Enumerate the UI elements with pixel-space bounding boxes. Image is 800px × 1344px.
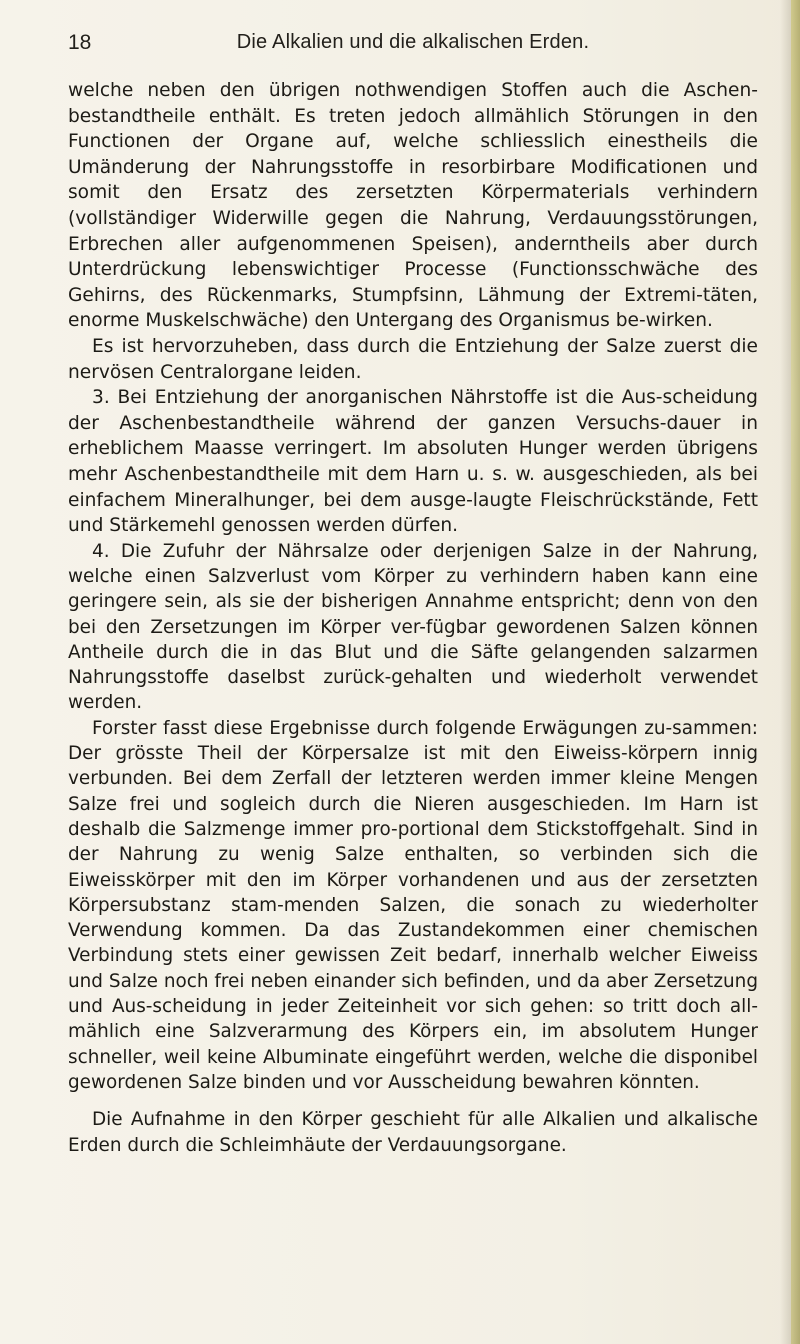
paragraph-nervous-system: Es ist hervorzuheben, dass durch die Entziehung der Salze zuerst die nervösen Centralorgane leiden.: [68, 335, 758, 383]
paragraph-forster: Forster fasst diese Ergebnisse durch folgende Erwägungen zu-sammen: Der grösste Theil der Körpersalze ist mit den Eiweiss-körpern innig verbunden. Bei dem Zerfall der letzteren werden immer kleine Mengen Salze frei und sogleich durch die Nieren ausgeschieden. Im Harn ist deshalb die Salzmenge immer pro-portional dem Stickstoffgehalt. Sind in der Nahrung zu wenig Salze enthalten, so verbinden sich die Eiweisskörper mit den im Körper vorhandenen und aus der zersetzten Körpersubstanz stam-menden Salzen, die sonach zu wiederholter Verwendung kommen. Da das Zustandekommen einer chemischen Verbindung stets einer gewissen Zeit bedarf, innerhalb welcher Eiweiss und Salze noch frei neben einander sich befinden, und da aber Zersetzung und Aus-scheidung in jeder Zeiteinheit vor sich gehen: so tritt doch all-mählich eine Salzverarmung des Körpers ein, im absolutem Hunger schneller, weil keine Albuminate eingeführt werden, welche die disponibel gewordenen Salze binden und vor Ausscheidung bewahren könnten.: [68, 717, 758, 1093]
paragraph-continuation: welche neben den übrigen nothwendigen Stoffen auch die Aschen-bestandtheile enthält. Es treten jedoch allmählich Störungen in den Functionen der Organe auf, welche schliesslich einestheils die Umänderung der Nahrungsstoffe in resorbirbare Modificationen und somit den Ersatz des zersetzten Körpermaterials verhindern (vollständiger Widerwille gegen die Nahrung, Verdauungsstörungen, Erbrechen aller aufgenommenen Speisen), anderntheils aber durch Unterdrückung lebenswichtiger Processe (Functionsschwäche des Gehirns, des Rückenmarks, Stumpfsinn, Lähmung der Extremi-täten, enorme Muskelschwäche) den Untergang des Organismus be-wirken.: [68, 80, 758, 332]
lower-text-block: [68, 539, 758, 1158]
body-text: [68, 78, 758, 1158]
paragraph-absorption: Die Aufnahme in den Körper geschieht für alle Alkalien und alkalische Erden durch die Schleimhäute der Verdauungsorgane.: [68, 1109, 758, 1156]
paragraph-point-4: 4. Die Zufuhr der Nährsalze oder derjenigen Salze in der Nahrung, welche einen Salzverlust vom Körper zu verhindern haben kann eine geringere sein, als sie der bisherigen Annahme entspricht; denn von den bei den Zersetzungen im Körper ver-fügbar gewordenen Salzen können Antheile durch die in das Blut und die Säfte gelangenden salzarmen Nahrungsstoffe daselbst zurück-gehalten und wiederholt verwendet werden.: [68, 540, 758, 714]
page-header: [68, 31, 758, 61]
page-edge-tint: [791, 0, 800, 1344]
paragraph-point-3: 3. Bei Entziehung der anorganischen Nährstoffe ist die Aus-scheidung der Aschenbestandtheile während der ganzen Versuchs-dauer in erheblichem Maasse verringert. Im absoluten Hunger werden übrigens mehr Aschenbestandtheile mit dem Harn u. s. w. ausgeschieden, als bei einfachem Mineralhunger, bei dem ausge-laugte Fleischrückstände, Fett und Stärkemehl genossen werden dürfen.: [68, 387, 758, 537]
page-number: 18: [68, 31, 92, 54]
running-title: Die Alkalien und die alkalischen Erden.: [236, 31, 590, 53]
